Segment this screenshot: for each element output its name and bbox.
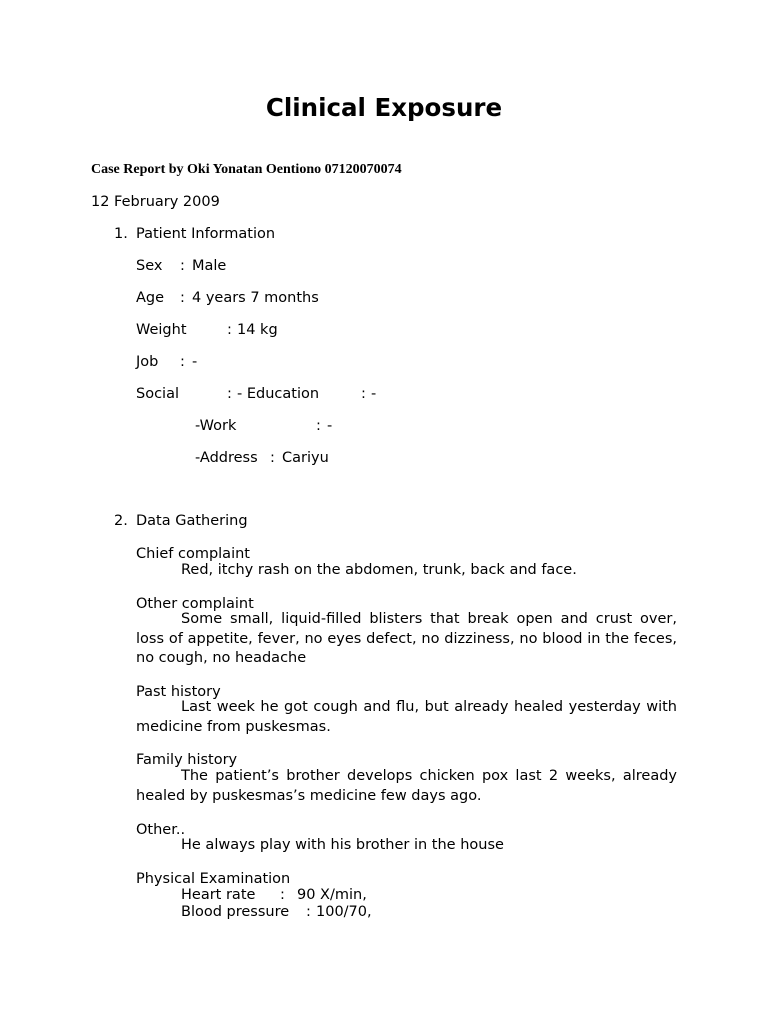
- blood-pressure-label: Blood pressure: [181, 904, 290, 920]
- sex-value: Male: [192, 258, 227, 274]
- social-label: Social: [136, 386, 179, 402]
- other-complaint-text: Some small, liquid-filled blisters that break open and crust over, loss of appetite, fever, no eyes defect, no dizziness, no blood in the feces, no cough, no headache: [136, 611, 677, 666]
- blood-pressure-separator: :: [306, 904, 311, 920]
- past-history-heading: Past history: [136, 684, 221, 700]
- section-2-heading: Data Gathering: [136, 513, 248, 529]
- age-separator: :: [180, 290, 185, 306]
- heart-rate-label: Heart rate: [181, 887, 256, 903]
- sex-label: Sex: [136, 258, 163, 274]
- section-2-number: 2.: [114, 513, 128, 529]
- address-separator: :: [270, 450, 275, 466]
- work-label: -Work: [195, 418, 237, 434]
- other-complaint-heading: Other complaint: [136, 596, 254, 612]
- address-label: -Address: [195, 450, 258, 466]
- document-title: Clinical Exposure: [265, 93, 503, 122]
- address-value: Cariyu: [282, 450, 329, 466]
- weight-label: Weight: [136, 322, 187, 338]
- work-separator: :: [316, 418, 321, 434]
- report-date: 12 February 2009: [91, 194, 220, 210]
- other-text: He always play with his brother in the house: [181, 837, 504, 853]
- family-history-heading: Family history: [136, 752, 238, 768]
- case-report-byline: Case Report by Oki Yonatan Oentiono 07120070074: [91, 162, 402, 177]
- blood-pressure-value: 100/70,: [316, 904, 372, 920]
- social-separator: :: [227, 386, 232, 402]
- weight-separator: :: [227, 322, 232, 338]
- job-separator: :: [180, 354, 185, 370]
- heart-rate-value: 90 X/min,: [297, 887, 367, 903]
- section-1-number: 1.: [114, 226, 128, 242]
- chief-complaint-heading: Chief complaint: [136, 546, 250, 562]
- physical-exam-heading: Physical Examination: [136, 871, 291, 887]
- sex-separator: :: [180, 258, 185, 274]
- chief-complaint-text: Red, itchy rash on the abdomen, trunk, back and face.: [181, 562, 577, 578]
- section-1-heading: Patient Information: [136, 226, 276, 242]
- job-label: Job: [136, 354, 159, 370]
- education-value: -: [371, 386, 377, 402]
- past-history-text: Last week he got cough and flu, but already healed yesterday with medicine from puskesmas.: [136, 699, 677, 735]
- age-value: 4 years 7 months: [192, 290, 319, 306]
- education-label: - Education: [237, 386, 320, 402]
- weight-value: 14 kg: [237, 322, 278, 338]
- age-label: Age: [136, 290, 165, 306]
- family-history-text: The patient’s brother develops chicken pox last 2 weeks, already healed by puskesmas’s medicine few days ago.: [136, 768, 677, 804]
- work-value: -: [327, 418, 333, 434]
- other-heading: Other..: [136, 822, 186, 838]
- education-separator: :: [361, 386, 366, 402]
- job-value: -: [192, 354, 198, 370]
- heart-rate-separator: :: [280, 887, 285, 903]
